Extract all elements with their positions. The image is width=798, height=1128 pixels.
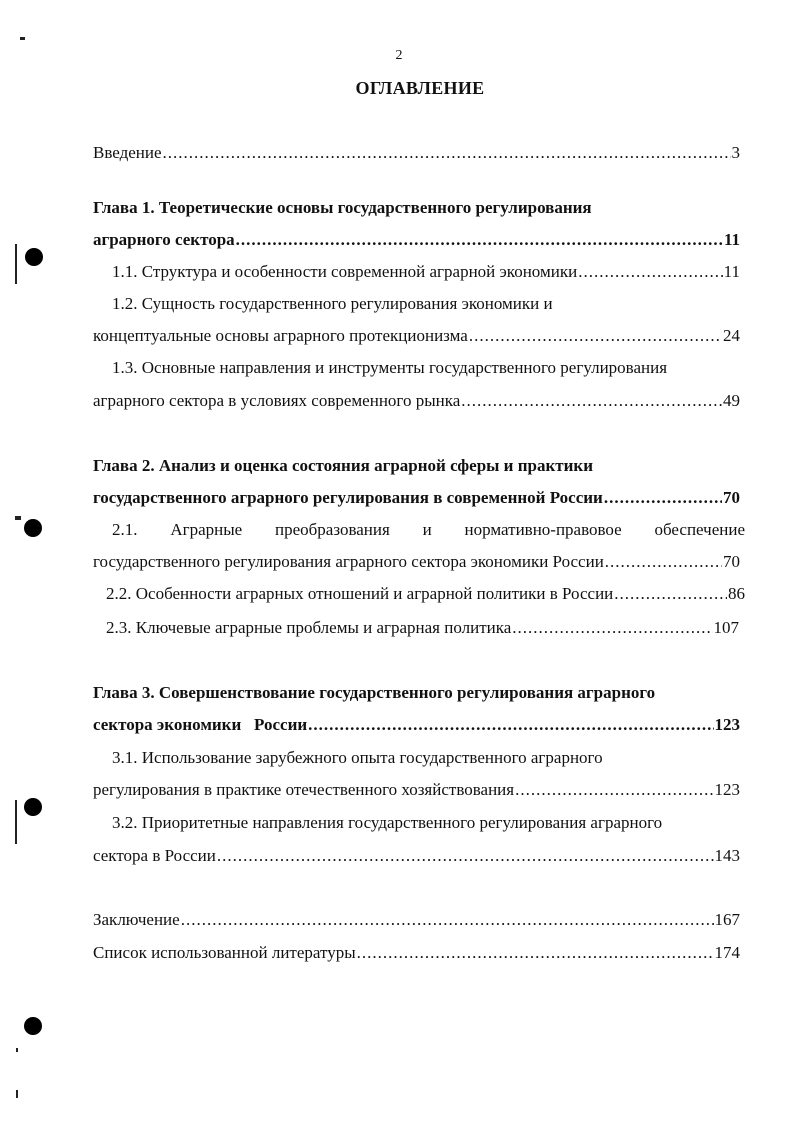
scan-mark-5 (16, 1090, 18, 1098)
toc-entry-1-2[interactable] (93, 325, 740, 347)
toc-page-number: 11 (723, 230, 740, 249)
dot-leader (217, 845, 714, 867)
toc-entry-2-1[interactable] (93, 551, 740, 573)
toc-entry-conclusion[interactable] (93, 909, 740, 931)
toc-page-number: 49 (723, 391, 740, 410)
toc-entry-text: 2.3. Ключевые аграрные проблемы и аграрная политика (106, 618, 512, 637)
toc-page-number: 3 (731, 143, 740, 162)
dot-leader (578, 261, 722, 283)
toc-entry-chapter-2[interactable] (93, 487, 740, 509)
toc-entry-3-2[interactable] (93, 845, 740, 867)
dot-leader (357, 942, 714, 964)
toc-entry-1-2-line1[interactable] (112, 293, 740, 315)
dot-leader (181, 909, 714, 931)
scan-mark-3 (15, 800, 17, 844)
toc-entry-text: 1.3. Основные направления и инструменты государственного регулирования (112, 358, 668, 377)
toc-page-number: 174 (714, 943, 740, 962)
toc-entry-1-1[interactable] (112, 261, 740, 283)
page-title: ОГЛАВЛЕНИЕ (355, 78, 485, 98)
dot-leader (512, 617, 712, 639)
chapter-1-title-line2: аграрного сектора (93, 230, 235, 249)
dot-leader (469, 325, 722, 347)
toc-entry-text: концептуальные основы аграрного протекционизма (93, 326, 468, 345)
toc-entry-text: 1.1. Структура и особенности современной аграрной экономики (112, 262, 578, 281)
binder-hole-1 (25, 248, 43, 266)
chapter-3-title-line1: Глава 3. Совершенствование государственного регулирования аграрного (93, 683, 656, 702)
dot-leader (614, 583, 727, 605)
toc-page-number: 86 (728, 584, 745, 603)
toc-page-number: 70 (723, 488, 740, 507)
toc-page-number: 70 (723, 552, 740, 571)
page-number: 2 (395, 48, 403, 63)
binder-hole-4 (24, 1017, 42, 1035)
dot-leader (236, 229, 723, 251)
toc-entry-2-1-line1[interactable] (112, 519, 745, 541)
chapter-1-title-line1: Глава 1. Теоретические основы государственного регулирования (93, 198, 592, 217)
toc-entry-text: регулирования в практике отечественного хозяйствования (93, 780, 515, 799)
chapter-2-title-line2: государственного аграрного регулирования в современной России (93, 488, 603, 507)
toc-entry-chapter-1[interactable] (93, 229, 740, 251)
toc-page-number: 143 (714, 846, 740, 865)
toc-entry-text: 1.2. Сущность государственного регулирования экономики и (112, 294, 553, 313)
toc-entry-text: Список использованной литературы (93, 943, 356, 962)
toc-page-number: 167 (714, 910, 740, 929)
toc-entry-text: аграрного сектора в условиях современного рынка (93, 391, 461, 410)
chapter-1-title[interactable] (93, 197, 740, 219)
toc-page-number: 123 (714, 715, 740, 734)
dot-leader (605, 551, 722, 573)
scan-mark-4 (16, 1048, 18, 1052)
toc-entry-references[interactable] (93, 942, 740, 964)
toc-entry-text: 2.1. Аграрные преобразования и нормативно-правовое обеспечение (112, 520, 745, 539)
scan-mark-6 (20, 37, 25, 40)
toc-entry-text: государственного регулирования аграрного сектора экономики России (93, 552, 604, 571)
scan-mark-2 (15, 516, 21, 520)
dot-leader (461, 390, 722, 412)
dot-leader (515, 779, 713, 801)
toc-entry-text: 2.2. Особенности аграрных отношений и аграрной политики в России (106, 584, 614, 603)
toc-entry-text: Заключение (93, 910, 180, 929)
toc-entry-2-2[interactable] (106, 583, 745, 605)
toc-entry-2-3[interactable] (106, 617, 739, 639)
toc-entry-3-2-line1[interactable] (112, 812, 740, 834)
toc-page-number: 24 (723, 326, 740, 345)
toc-entry-text: 3.2. Приоритетные направления государственного регулирования аграрного (112, 813, 663, 832)
chapter-2-title-line1: Глава 2. Анализ и оценка состояния аграрной сферы и практики (93, 456, 593, 475)
toc-page-number: 107 (713, 618, 739, 637)
toc-entry-intro[interactable] (93, 142, 740, 164)
binder-hole-2 (24, 519, 42, 537)
toc-entry-1-3-line1[interactable] (112, 357, 740, 379)
toc-entry-text: сектора в России (93, 846, 216, 865)
dot-leader (308, 714, 713, 736)
toc-entry-text: 3.1. Использование зарубежного опыта государственного аграрного (112, 748, 603, 767)
toc-entry-3-1-line1[interactable] (112, 747, 740, 769)
toc-entry-chapter-3[interactable] (93, 714, 740, 736)
toc-entry-3-1[interactable] (93, 779, 740, 801)
chapter-3-title-line2: сектора экономики России (93, 715, 308, 734)
toc-entry-1-3[interactable] (93, 390, 740, 412)
dot-leader (163, 142, 731, 164)
dot-leader (604, 487, 722, 509)
chapter-2-title[interactable] (93, 455, 740, 477)
toc-page-number: 123 (714, 780, 740, 799)
chapter-3-title[interactable] (93, 682, 733, 704)
binder-hole-3 (24, 798, 42, 816)
scan-mark-1 (15, 244, 17, 284)
toc-entry-text: Введение (93, 143, 162, 162)
toc-page-number: 11 (723, 262, 740, 281)
